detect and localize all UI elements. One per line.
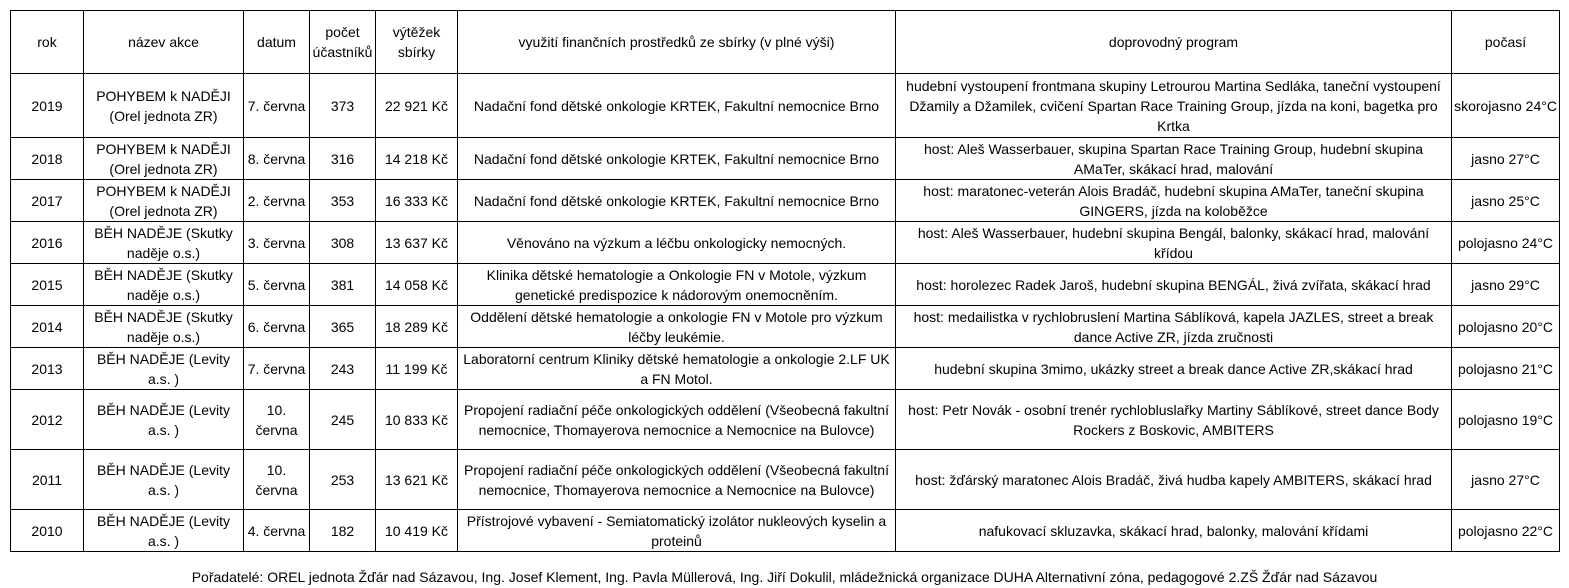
cell-program: host: Petr Novák - osobní trenér rychlobluslařky Martiny Sáblíkové, street dance Body Rockers z Boskovic, AMBITERS [896, 390, 1452, 450]
cell-rok: 2019 [11, 74, 84, 138]
cell-nazev: POHYBEM k NADĚJI (Orel jednota ZR) [84, 74, 244, 138]
cell-program: nafukovací skluzavka, skákací hrad, balonky, malování křídami [896, 510, 1452, 552]
cell-rok: 2017 [11, 180, 84, 222]
cell-pocet: 373 [310, 74, 376, 138]
cell-datum: 6. června [244, 306, 310, 348]
header-datum: datum [244, 11, 310, 74]
cell-pocet: 245 [310, 390, 376, 450]
table-row [11, 222, 1560, 264]
cell-nazev: BĚH NADĚJE (Levity a.s. ) [84, 510, 244, 552]
cell-program: hudební vystoupení frontmana skupiny Letrourou Martina Sedláka, taneční vystoupení Džamily a Džamilek, cvičení Spartan Race Training Group, jízda na koni, bagetka pro Krtka [896, 74, 1452, 138]
header-rok: rok [11, 11, 84, 74]
cell-datum: 3. června [244, 222, 310, 264]
cell-datum: 8. června [244, 138, 310, 180]
cell-vyuziti: Nadační fond dětské onkologie KRTEK, Fakultní nemocnice Brno [458, 180, 896, 222]
cell-program: hudební skupina 3mimo, ukázky street a break dance Active ZR,skákací hrad [896, 348, 1452, 390]
table-row [11, 390, 1560, 450]
cell-vyuziti: Přístrojové vybavení - Semiatomatický izolátor nukleových kyselin a proteinů [458, 510, 896, 552]
cell-rok: 2011 [11, 450, 84, 510]
cell-datum: 5. června [244, 264, 310, 306]
cell-vytezek: 16 333 Kč [376, 180, 458, 222]
cell-rok: 2010 [11, 510, 84, 552]
cell-pocet: 182 [310, 510, 376, 552]
cell-pocasi: polojasno 21°C [1452, 348, 1560, 390]
cell-nazev: BĚH NADĚJE (Levity a.s. ) [84, 450, 244, 510]
cell-pocasi: jasno 27°C [1452, 138, 1560, 180]
cell-program: host: maratonec-veterán Alois Bradáč, hudební skupina AMaTer, taneční skupina GINGERS, jízda na koloběžce [896, 180, 1452, 222]
cell-vyuziti: Propojení radiační péče onkologických oddělení (Všeobecná fakultní nemocnice, Thomayerova nemocnice a Nemocnice na Bulovce) [458, 450, 896, 510]
cell-program: host: Aleš Wasserbauer, skupina Spartan Race Training Group, hudební skupina AMaTer, skákací hrad, malování [896, 138, 1452, 180]
cell-vytezek: 14 218 Kč [376, 138, 458, 180]
cell-datum: 4. června [244, 510, 310, 552]
header-pocasi: počasí [1452, 11, 1560, 74]
cell-datum: 7. června [244, 74, 310, 138]
cell-pocet: 243 [310, 348, 376, 390]
table-row [11, 348, 1560, 390]
cell-vyuziti: Nadační fond dětské onkologie KRTEK, Fakultní nemocnice Brno [458, 138, 896, 180]
header-pocet: počet účastníků [310, 11, 376, 74]
cell-nazev: POHYBEM k NADĚJI (Orel jednota ZR) [84, 180, 244, 222]
cell-program: host: Aleš Wasserbauer, hudební skupina Bengál, balonky, skákací hrad, malování křídou [896, 222, 1452, 264]
cell-rok: 2018 [11, 138, 84, 180]
cell-vytezek: 13 621 Kč [376, 450, 458, 510]
cell-vyuziti: Oddělení dětské hematologie a onkologie FN v Motole pro výzkum léčby leukémie. [458, 306, 896, 348]
cell-pocasi: jasno 25°C [1452, 180, 1560, 222]
cell-nazev: BĚH NADĚJE (Skutky naděje o.s.) [84, 264, 244, 306]
cell-rok: 2013 [11, 348, 84, 390]
cell-datum: 2. června [244, 180, 310, 222]
cell-nazev: BĚH NADĚJE (Skutky naděje o.s.) [84, 306, 244, 348]
cell-pocasi: polojasno 20°C [1452, 306, 1560, 348]
cell-pocet: 353 [310, 180, 376, 222]
cell-nazev: BĚH NADĚJE (Levity a.s. ) [84, 390, 244, 450]
cell-pocet: 253 [310, 450, 376, 510]
cell-vytezek: 13 637 Kč [376, 222, 458, 264]
cell-vyuziti: Propojení radiační péče onkologických oddělení (Všeobecná fakultní nemocnice, Thomayerova nemocnice a Nemocnice na Bulovce) [458, 390, 896, 450]
cell-pocasi: polojasno 22°C [1452, 510, 1560, 552]
cell-pocasi: polojasno 19°C [1452, 390, 1560, 450]
cell-pocasi: polojasno 24°C [1452, 222, 1560, 264]
cell-nazev: POHYBEM k NADĚJI (Orel jednota ZR) [84, 138, 244, 180]
cell-vytezek: 14 058 Kč [376, 264, 458, 306]
cell-rok: 2014 [11, 306, 84, 348]
cell-vytezek: 11 199 Kč [376, 348, 458, 390]
header-program: doprovodný program [896, 11, 1452, 74]
cell-rok: 2015 [11, 264, 84, 306]
cell-vytezek: 22 921 Kč [376, 74, 458, 138]
cell-pocasi: jasno 29°C [1452, 264, 1560, 306]
table-row [11, 450, 1560, 510]
cell-vyuziti: Nadační fond dětské onkologie KRTEK, Fakultní nemocnice Brno [458, 74, 896, 138]
table-row [11, 264, 1560, 306]
cell-pocet: 308 [310, 222, 376, 264]
cell-nazev: BĚH NADĚJE (Levity a.s. ) [84, 348, 244, 390]
table-row [11, 180, 1560, 222]
cell-vytezek: 10 833 Kč [376, 390, 458, 450]
header-vytezek: výtěžek sbírky [376, 11, 458, 74]
cell-rok: 2012 [11, 390, 84, 450]
cell-datum: 10. června [244, 390, 310, 450]
cell-vytezek: 18 289 Kč [376, 306, 458, 348]
cell-program: host: horolezec Radek Jaroš, hudební skupina BENGÁL, živá zvířata, skákací hrad [896, 264, 1452, 306]
table-row [11, 306, 1560, 348]
table-row [11, 510, 1560, 552]
table-row [11, 74, 1560, 138]
cell-program: host: medailistka v rychlobruslení Martina Sáblíková, kapela JAZLES, street a break dance Active ZR, jízda zručnosti [896, 306, 1452, 348]
cell-nazev: BĚH NADĚJE (Skutky naděje o.s.) [84, 222, 244, 264]
organizers-footer: Pořadatelé: OREL jednota Žďár nad Sázavou, Ing. Josef Klement, Ing. Pavla Müllerová, Ing. Jiří Dokulil, mládežnická organizace DUHA Alternativní zóna, pedagogové 2.ZŠ Žďár nad Sázavou [191, 569, 1378, 585]
cell-vyuziti: Laboratorní centrum Kliniky dětské hematologie a onkologie 2.LF UK a FN Motol. [458, 348, 896, 390]
cell-pocet: 316 [310, 138, 376, 180]
header-nazev: název akce [84, 11, 244, 74]
cell-vyuziti: Klinika dětské hematologie a Onkologie FN v Motole, výzkum genetické predispozice k nádorovým onemocněním. [458, 264, 896, 306]
cell-pocasi: skorojasno 24°C [1452, 74, 1560, 138]
cell-vyuziti: Věnováno na výzkum a léčbu onkologicky nemocných. [458, 222, 896, 264]
cell-program: host: žďárský maratonec Alois Bradáč, živá hudba kapely AMBITERS, skákací hrad [896, 450, 1452, 510]
header-row [11, 11, 1560, 74]
cell-datum: 7. června [244, 348, 310, 390]
cell-vytezek: 10 419 Kč [376, 510, 458, 552]
cell-pocasi: jasno 27°C [1452, 450, 1560, 510]
cell-rok: 2016 [11, 222, 84, 264]
table-row [11, 138, 1560, 180]
header-vyuziti: využití finančních prostředků ze sbírky (v plné výši) [458, 11, 896, 74]
cell-pocet: 365 [310, 306, 376, 348]
cell-pocet: 381 [310, 264, 376, 306]
cell-datum: 10. června [244, 450, 310, 510]
events-table [10, 10, 1560, 552]
